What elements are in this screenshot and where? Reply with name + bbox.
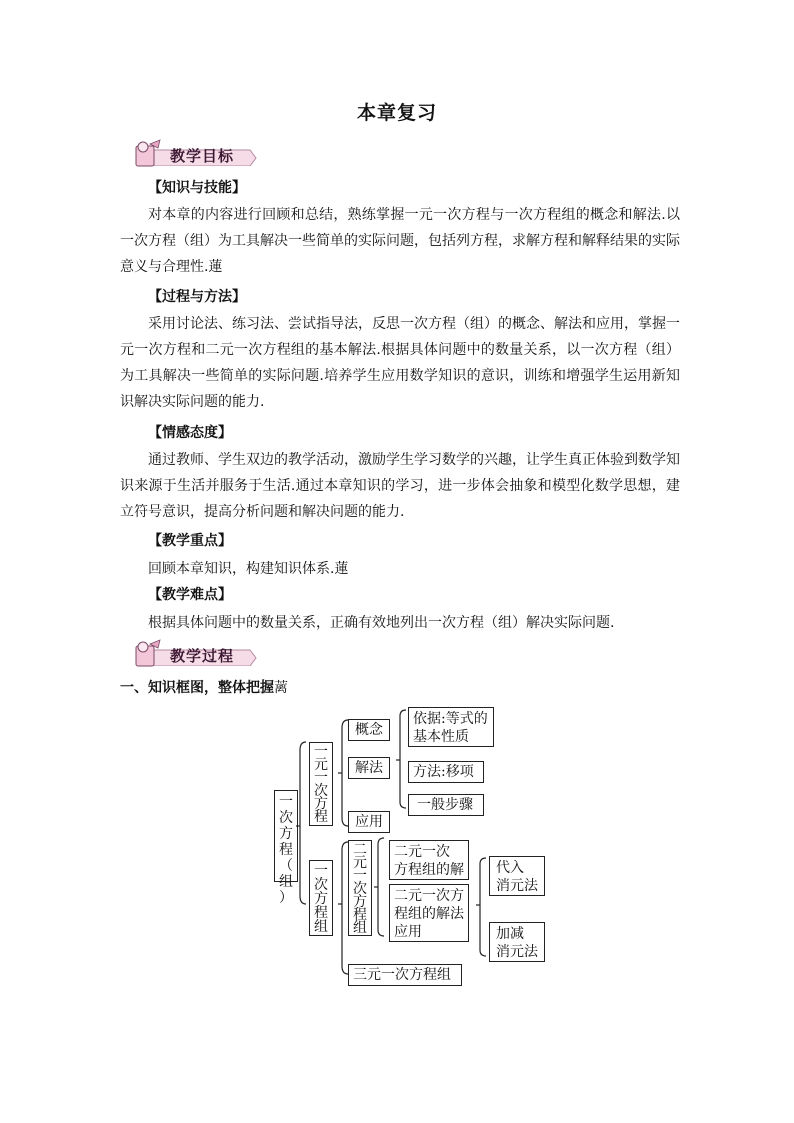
node-equation-system: 一 次 方 程 组 [309,860,333,936]
watermark-mark: 蓠 [274,680,288,696]
node-general-steps: 一般步骤 [408,794,484,816]
node-binary-solution: 二元一次 方程组的解 [389,840,469,880]
node-binary-method: 二元一次方 程组的解法 应用 [389,884,469,942]
node-apply: 应用 [348,811,390,833]
page-title: 本章复习 [356,102,437,124]
banner-goals-label: 教学目标 [170,147,235,165]
node-elimination: 加减 消元法 [489,922,545,962]
para-key: 回顾本章知识，构建知识体系.蓮 [148,561,349,577]
heading-key: 【教学重点】 [148,533,232,549]
node-root: 一 次 方 程 （ 组 ） [274,790,298,882]
watermark-mark: 蓮 [208,259,223,275]
section-knowledge-map: 一、知识框图，整体把握蓠 [120,680,288,696]
para-difficulty: 根据具体问题中的数量关系，正确有效地列出一次方程（组）解决实际问题. [148,615,615,631]
node-ternary-system: 三元一次方程组 [348,964,462,986]
node-substitution: 代入 消元法 [489,856,545,896]
watermark-mark: 蓮 [334,561,349,577]
heading-knowledge: 【知识与技能】 [148,180,246,196]
node-basis: 依据:等式的 基本性质 [408,707,494,747]
node-concept: 概念 [348,719,390,741]
banner-process-label: 教学过程 [170,647,235,665]
para-method: 采用讨论法、练习法、尝试指导法，反思一次方程（组）的概念、解法和应用，掌握一元一次方程和二元一次方程组的基本解法.根据具体问题中的数量关系，以一次方程（组）为工具解决一些简单的实际问题.培养学生应用数学知识的意识，训练和增强学生运用新知识解决实际问题的能力. [120,316,680,410]
node-binary-system: 二 元 一 次 方 程 组 [348,840,372,936]
heading-emotion: 【情感态度】 [148,425,232,441]
para-emotion: 通过教师、学生双边的教学活动，激励学生学习数学的兴趣，让学生真正体验到数学知识来源于生活并服务于生活.通过本章知识的学习，进一步体会抽象和模型化数学思想，建立符号意识，提高分析问题和解决问题的能力. [120,452,680,520]
node-move-terms: 方法:移项 [408,761,484,783]
node-solve: 解法 [348,757,390,779]
node-linear-equation: 一 元 一 次 方 程 [309,742,333,826]
heading-method: 【过程与方法】 [148,289,246,305]
heading-difficulty: 【教学难点】 [148,587,232,603]
para-knowledge: 对本章的内容进行回顾和总结，熟练掌握一元一次方程与一次方程组的概念和解法.以一次方程（组）为工具解决一些简单的实际问题，包括列方程，求解方程和解释结果的实际意义与合理性.蓮 [120,207,680,275]
